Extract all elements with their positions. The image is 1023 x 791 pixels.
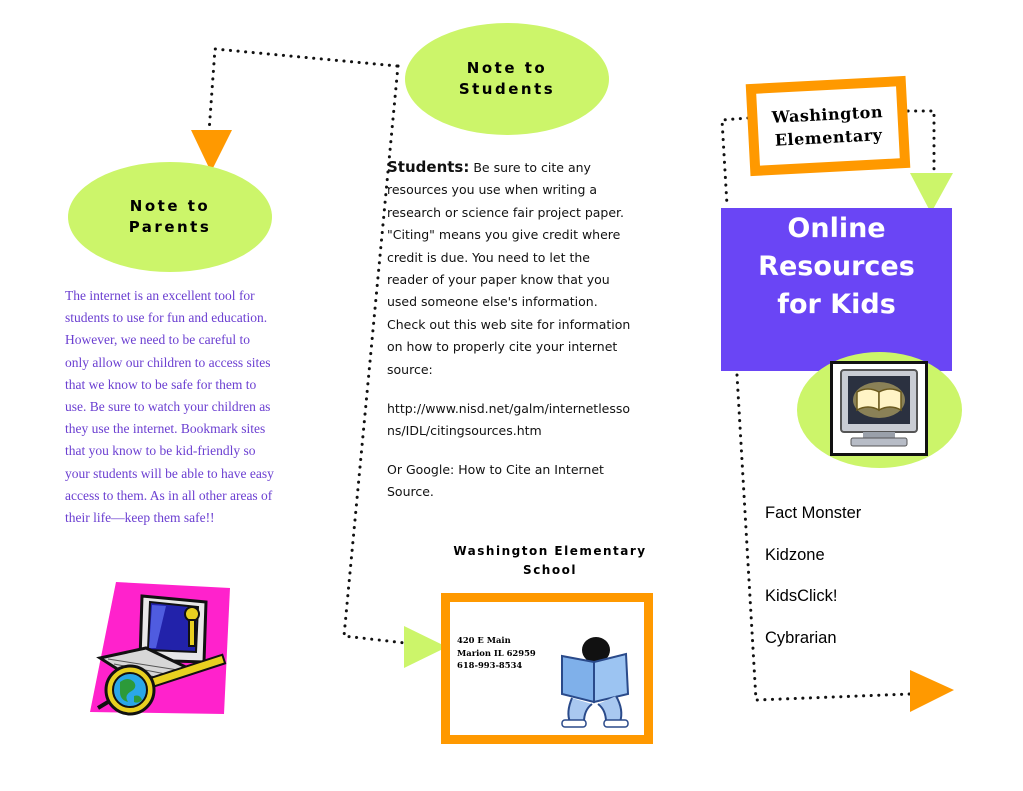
students-body: Be sure to cite any resources you use when writing a research or science fair project paper. "Citing" means you give credit where credit is due. You need to let the reader of your paper know that you used someone else's information. Check out this web site for information on how to properly cite your internet source:	[387, 160, 631, 377]
students-heading-ellipse	[405, 23, 609, 135]
students-heading: Note to Students	[458, 59, 556, 98]
address-block	[457, 634, 536, 672]
address-line2: Marion IL 62959	[457, 647, 536, 658]
resource-fact-monster[interactable]: Fact Monster	[765, 504, 862, 522]
students-lead: Students:	[387, 158, 470, 176]
school-title: Washington Elementary School	[453, 544, 647, 577]
computer-key-globe-icon	[86, 578, 234, 724]
parents-heading-ellipse	[68, 162, 272, 272]
citing-url: http://www.nisd.net/galm/internetlessons/IDL/citingsources.htm	[387, 401, 631, 439]
cover-title: Online Resources for Kids	[758, 213, 915, 320]
google-tip: Or Google: How to Cite an Internet Source.	[387, 462, 604, 500]
child-reading-icon	[558, 636, 632, 734]
computer-book-icon	[830, 361, 928, 456]
cover-title-box	[721, 208, 952, 371]
arrow-right-orange-icon	[910, 670, 954, 712]
cover-school-name: Washington Elementary	[771, 102, 884, 150]
arrow-down-green-icon	[910, 173, 953, 213]
resource-cybrarian[interactable]: Cybrarian	[765, 629, 837, 647]
students-body-block	[387, 156, 634, 381]
school-address-frame	[441, 593, 653, 744]
school-phone: 618-993-8534	[457, 660, 523, 671]
parents-body: The internet is an excellent tool for students to use for fun and education. However, we need to be careful to only allow our children to access sites that we know to be safe for them to use. Be sure to watch your children as they use the internet. Bookmark sites that you know to be kid-friendly so your students will be able to have easy access to them. As in all other areas of their life—keep them safe!!	[65, 288, 274, 526]
resource-kidsclick[interactable]: KidsClick!	[765, 587, 838, 605]
address-line1: 420 E Main	[457, 635, 511, 645]
parents-heading: Note to Parents	[128, 197, 212, 236]
cover-school-name-frame	[746, 76, 911, 176]
resource-kidzone[interactable]: Kidzone	[765, 546, 825, 564]
